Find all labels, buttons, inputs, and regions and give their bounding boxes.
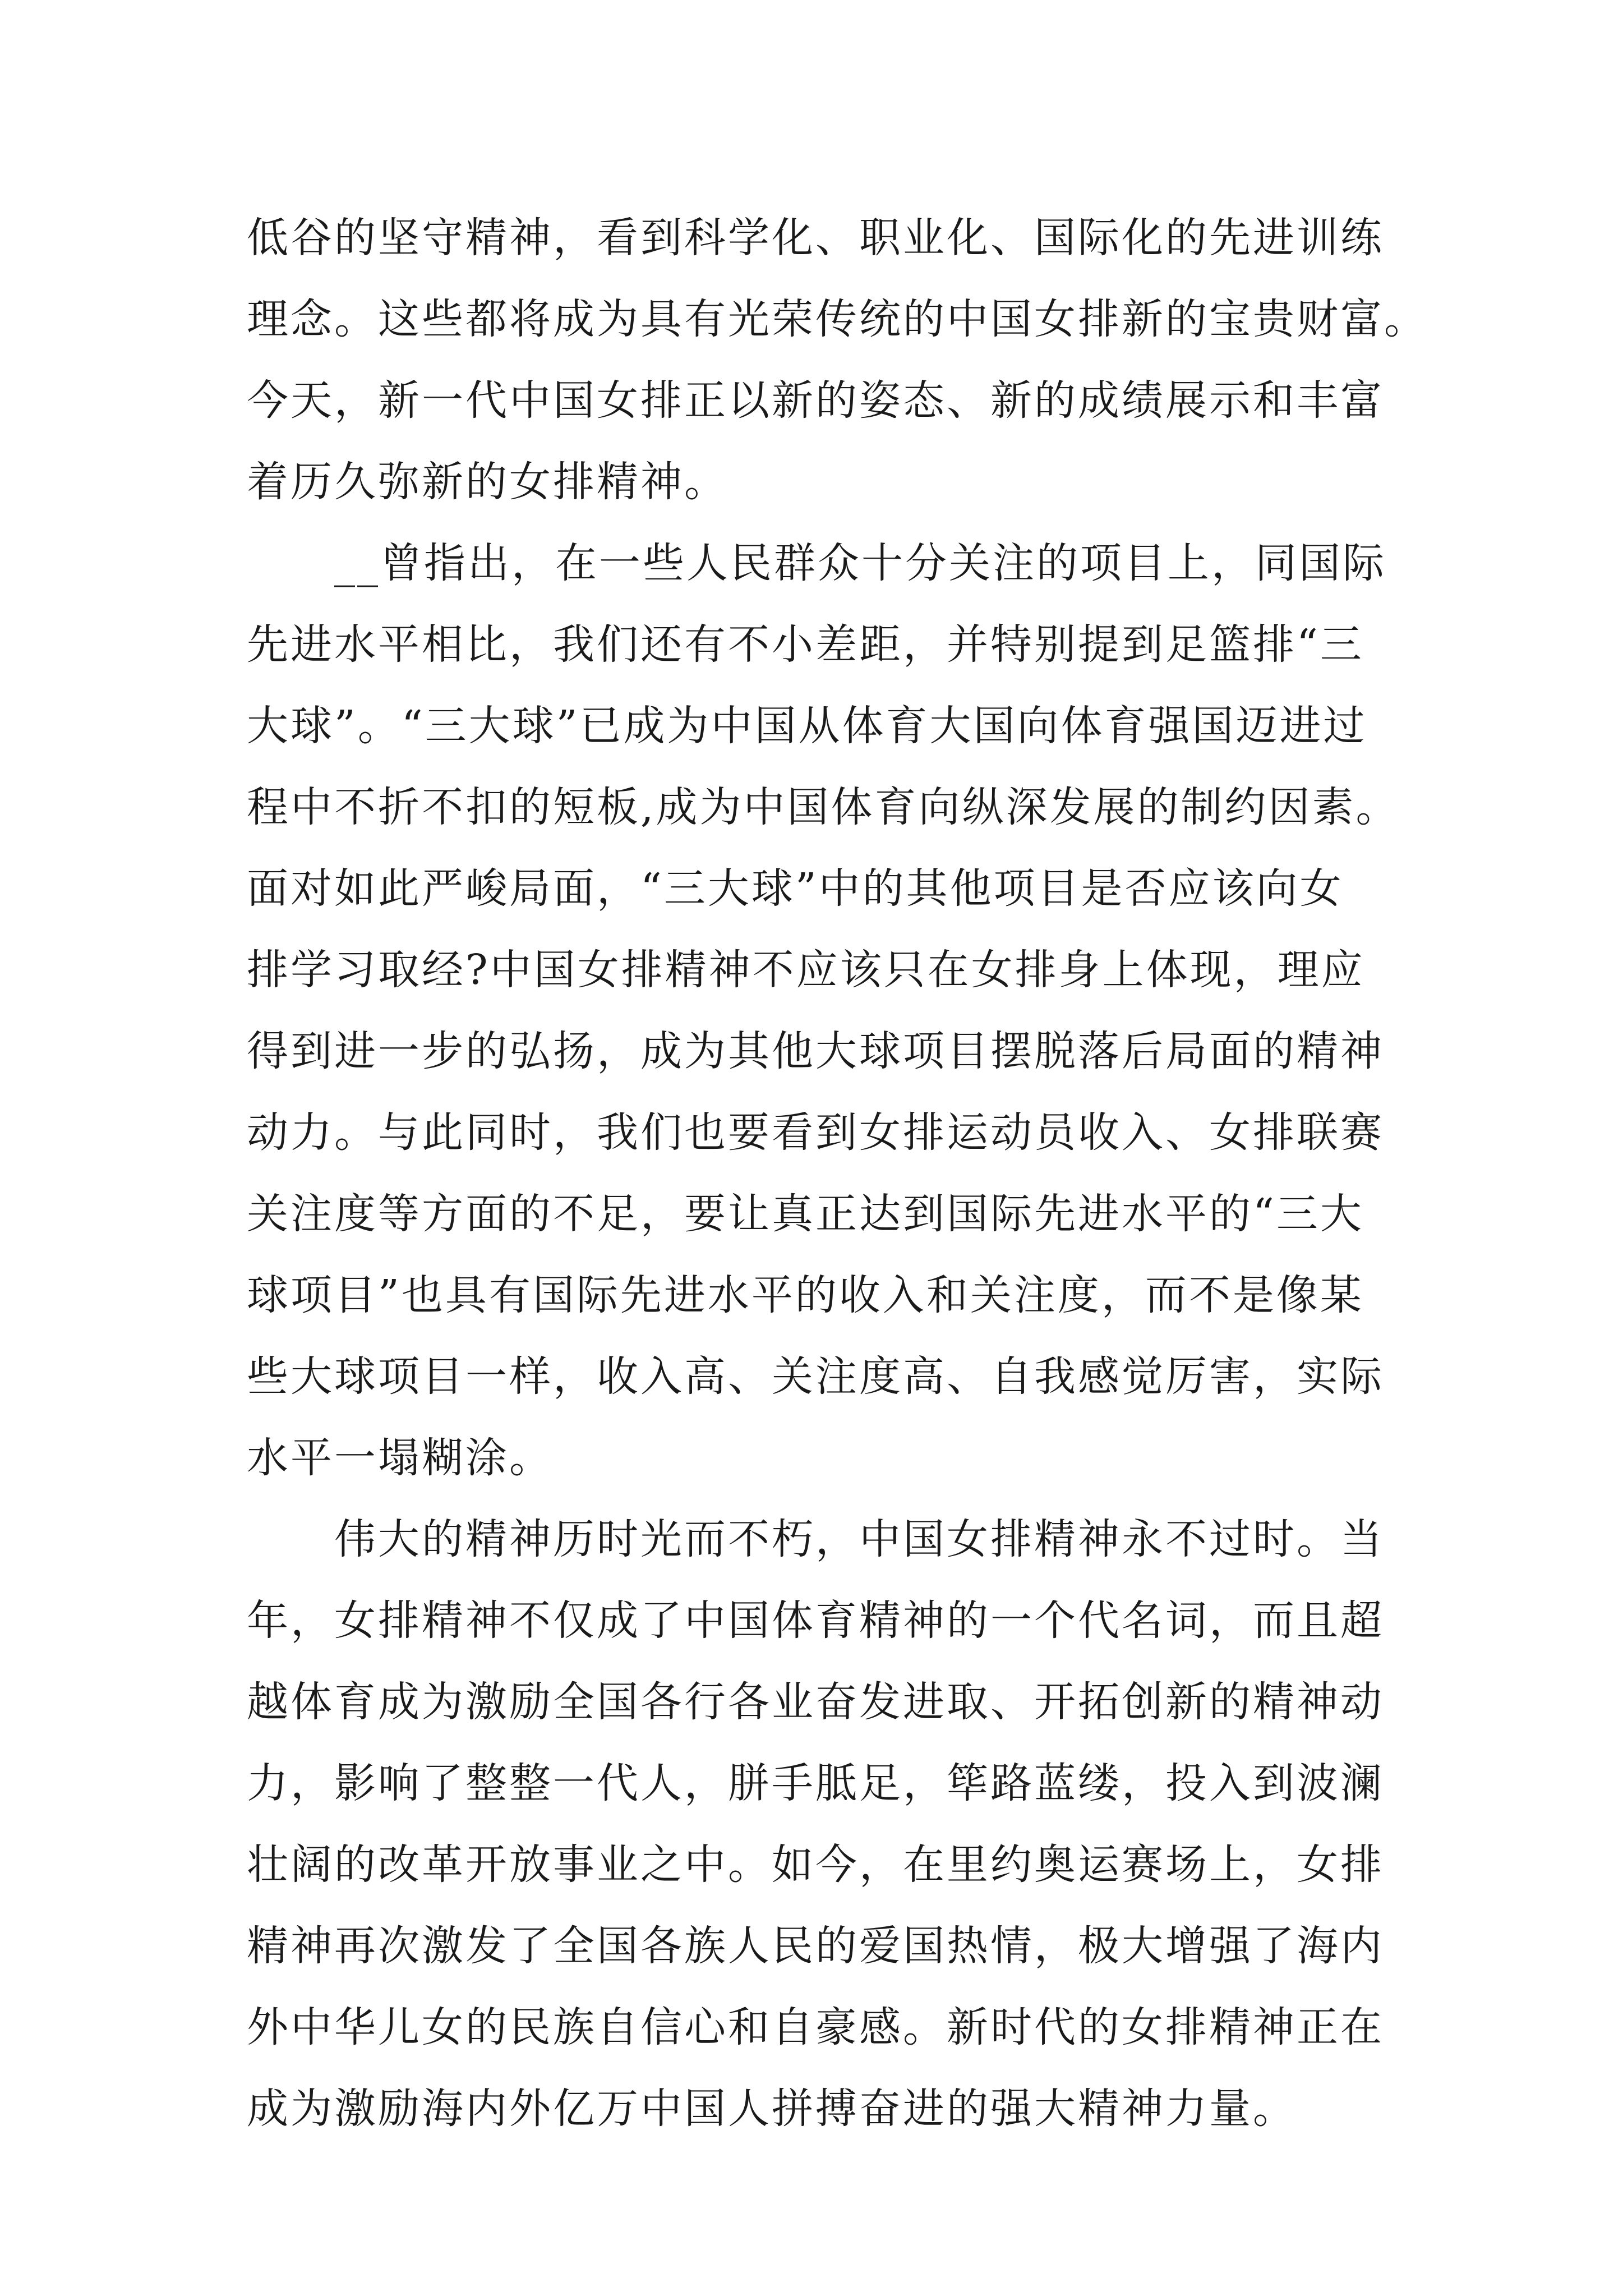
text-line: 低谷的坚守精神，看到科学化、职业化、国际化的先进训练 [247,214,1384,262]
text-line: 理念。这些都将成为具有光荣传统的中国女排新的宝贵财富。 [247,295,1428,343]
text-line: 精神再次激发了全国各族人民的爱国热情，极大增强了海内 [247,1922,1384,1970]
text-line: 着历久弥新的女排精神。 [247,458,728,506]
text-line: 伟大的精神历时光而不朽，中国女排精神永不过时。当 [247,1515,1384,1563]
text-line: 大球”。“三大球”已成为中国从体育大国向体育强国迈进过 [247,702,1367,750]
body-text [247,197,1436,2150]
text-line: 今天，新一代中国女排正以新的姿态、新的成绩展示和丰富 [247,376,1384,425]
text-line: 力，影响了整整一代人，胼手胝足，筚路蓝缕，投入到波澜 [247,1759,1384,1807]
text-line: 动力。与此同时，我们也要看到女排运动员收入、女排联赛 [247,1108,1384,1157]
text-line: 越体育成为激励全国各行各业奋发进取、开拓创新的精神动 [247,1678,1384,1726]
text-line: 程中不折不扣的短板,成为中国体育向纵深发展的制约因素。 [247,783,1400,831]
text-line: 壮阔的改革开放事业之中。如今，在里约奥运赛场上，女排 [247,1841,1384,1889]
text-line: 先进水平相比，我们还有不小差距，并特别提到足篮排“三 [247,620,1364,669]
text-line: 得到进一步的弘扬，成为其他大球项目摆脱落后局面的精神 [247,1027,1384,1075]
text-line: 关注度等方面的不足，要让真正达到国际先进水平的“三大 [247,1190,1364,1238]
text-line: 水平一塌糊涂。 [247,1434,553,1482]
text-line: 排学习取经?中国女排精神不应该只在女排身上体现，理应 [247,946,1365,994]
text-line: 些大球项目一样，收入高、关注度高、自我感觉厉害，实际 [247,1352,1384,1401]
text-line: __曾指出，在一些人民群众十分关注的项目上，同国际 [247,539,1386,587]
text-line: 外中华儿女的民族自信心和自豪感。新时代的女排精神正在 [247,2003,1384,2051]
text-line: 成为激励海内外亿万中国人拼搏奋进的强大精神力量。 [247,2085,1297,2133]
text-line: 球项目”也具有国际先进水平的收入和关注度，而不是像某 [247,1271,1364,1319]
text-line: 面对如此严峻局面，“三大球”中的其他项目是否应该向女 [247,864,1344,913]
text-line: 年，女排精神不仅成了中国体育精神的一个代名词，而且超 [247,1596,1384,1645]
